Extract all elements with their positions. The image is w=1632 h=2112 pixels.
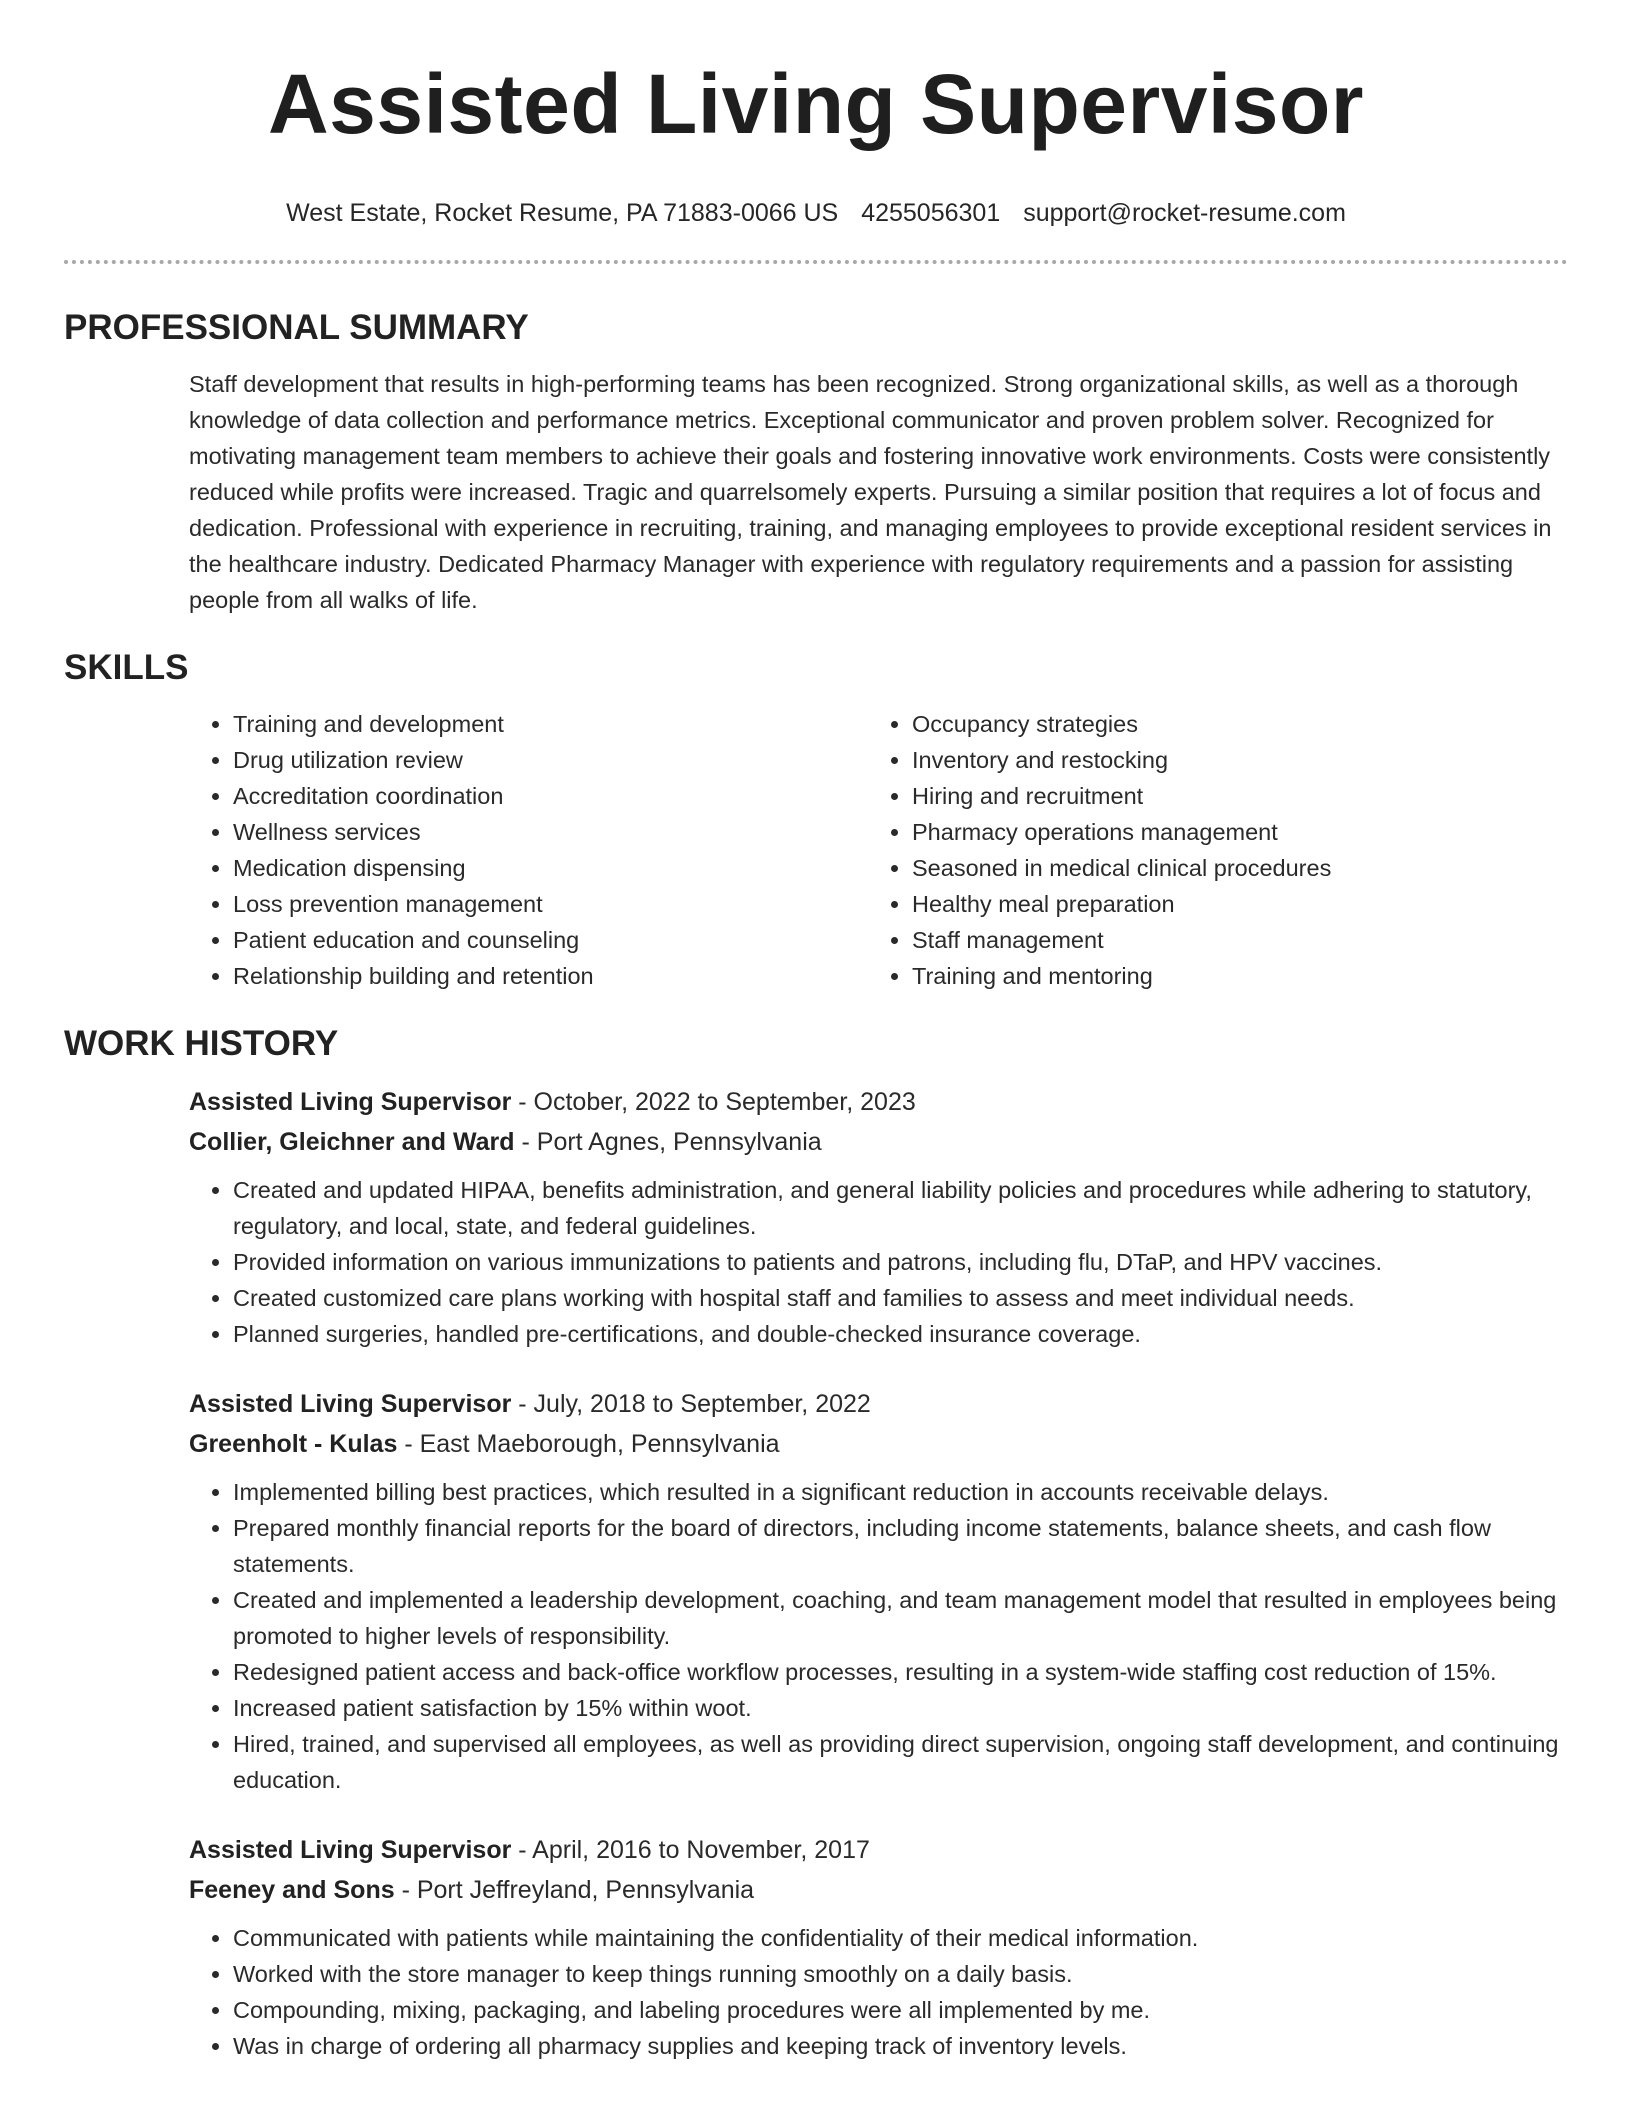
skill-item: • Seasoned in medical clinical procedures (912, 850, 1547, 886)
contact-address: West Estate, Rocket Resume, PA 71883-0066 US (286, 199, 839, 227)
job-bullet: • Implemented billing best practices, which resulted in a significant reduction in accounts receivable delays. (233, 1474, 1568, 1510)
summary-text: Staff development that results in high-performing teams has been recognized. Strong organizational skills, as well as a thorough knowledge of data collection and performance metrics. Exceptional communicator and proven problem solver. Recognized for motivating management team members to achieve their goals and fostering innovative work environments. Costs were consistently reduced while profits were increased. Tragic and quarrelsomely experts. Pursuing a similar position that requires a lot of focus and dedication. Professional with experience in recruiting, training, and managing employees to provide exceptional resident services in the healthcare industry. Dedicated Pharmacy Manager with experience with regulatory requirements and a passion for assisting people from all walks of life. (189, 371, 1552, 613)
skill-item: • Staff management (912, 922, 1547, 958)
job-bullet: • Communicated with patients while maintaining the confidentiality of their medical information. (233, 1920, 1568, 1956)
work-history-section (0, 1020, 1632, 2064)
job-bullet: • Prepared monthly financial reports for the board of directors, including income statements, balance sheets, and cash flow statements. (233, 1510, 1568, 1582)
skills-list-right (868, 706, 1547, 994)
job-role: Assisted Living Supervisor (189, 1390, 512, 1418)
work-history-title: WORK HISTORY (64, 1024, 339, 1063)
job-company-line (189, 1424, 1568, 1464)
skill-item: • Wellness services (233, 814, 868, 850)
job-entry (189, 1830, 1568, 2064)
contact-phone: 4255056301 (861, 199, 1001, 227)
job-title-line (189, 1082, 1568, 1122)
skill-item: • Relationship building and retention (233, 958, 868, 994)
skill-item: • Training and development (233, 706, 868, 742)
job-company: Greenholt - Kulas (189, 1430, 398, 1458)
job-entry (189, 1082, 1568, 1352)
skills-list-left (189, 706, 868, 994)
summary-title: PROFESSIONAL SUMMARY (64, 308, 529, 347)
job-bullet: • Compounding, mixing, packaging, and labeling procedures were all implemented by me. (233, 1992, 1568, 2028)
contact-email: support@rocket-resume.com (1023, 199, 1346, 227)
job-bullets (189, 1172, 1568, 1352)
job-title-line (189, 1384, 1568, 1424)
job-bullets (189, 1474, 1568, 1798)
job-role: Assisted Living Supervisor (189, 1836, 512, 1864)
header-divider (64, 260, 1568, 264)
skill-item: • Hiring and recruitment (912, 778, 1547, 814)
skill-item: • Patient education and counseling (233, 922, 868, 958)
job-bullet: • Was in charge of ordering all pharmacy supplies and keeping track of inventory levels. (233, 2028, 1568, 2064)
skill-item: • Medication dispensing (233, 850, 868, 886)
job-bullet: • Planned surgeries, handled pre-certifications, and double-checked insurance coverage. (233, 1316, 1568, 1352)
summary-section (0, 304, 1632, 618)
job-entry (189, 1384, 1568, 1798)
job-bullet: • Hired, trained, and supervised all employees, as well as providing direct supervision, ongoing staff development, and continuing education. (233, 1726, 1568, 1798)
job-bullet: • Worked with the store manager to keep things running smoothly on a daily basis. (233, 1956, 1568, 1992)
skill-item: • Drug utilization review (233, 742, 868, 778)
job-company: Feeney and Sons (189, 1876, 395, 1904)
skills-title: SKILLS (64, 648, 189, 687)
job-dates: - October, 2022 to September, 2023 (511, 1088, 916, 1116)
skill-item: • Pharmacy operations management (912, 814, 1547, 850)
candidate-name: Assisted Living Supervisor (268, 57, 1364, 151)
skills-columns (189, 706, 1568, 994)
job-company-line (189, 1122, 1568, 1162)
job-role: Assisted Living Supervisor (189, 1088, 512, 1116)
skill-item: • Occupancy strategies (912, 706, 1547, 742)
job-location: - Port Jeffreyland, Pennsylvania (394, 1876, 755, 1904)
job-bullet: • Created and implemented a leadership development, coaching, and team management model that resulted in employees being promoted to higher levels of responsibility. (233, 1582, 1568, 1654)
job-location: - Port Agnes, Pennsylvania (514, 1128, 822, 1156)
contact-line (0, 196, 1632, 230)
job-dates: - April, 2016 to November, 2017 (511, 1836, 870, 1864)
job-bullet: • Increased patient satisfaction by 15% within woot. (233, 1690, 1568, 1726)
skill-item: • Inventory and restocking (912, 742, 1547, 778)
skill-item: • Healthy meal preparation (912, 886, 1547, 922)
skills-section (0, 644, 1632, 994)
skill-item: • Loss prevention management (233, 886, 868, 922)
job-company-line (189, 1870, 1568, 1910)
job-company: Collier, Gleichner and Ward (189, 1128, 515, 1156)
resume-header (0, 0, 1632, 230)
job-title-line (189, 1830, 1568, 1870)
job-bullet: • Provided information on various immunizations to patients and patrons, including flu, DTaP, and HPV vaccines. (233, 1244, 1568, 1280)
job-bullet: • Created and updated HIPAA, benefits administration, and general liability policies and procedures while adhering to statutory, regulatory, and local, state, and federal guidelines. (233, 1172, 1568, 1244)
job-bullets (189, 1920, 1568, 2064)
job-bullet: • Redesigned patient access and back-office workflow processes, resulting in a system-wide staffing cost reduction of 15%. (233, 1654, 1568, 1690)
job-dates: - July, 2018 to September, 2022 (511, 1390, 871, 1418)
skill-item: • Training and mentoring (912, 958, 1547, 994)
skill-item: • Accreditation coordination (233, 778, 868, 814)
job-bullet: • Created customized care plans working with hospital staff and families to assess and meet individual needs. (233, 1280, 1568, 1316)
job-location: - East Maeborough, Pennsylvania (397, 1430, 780, 1458)
